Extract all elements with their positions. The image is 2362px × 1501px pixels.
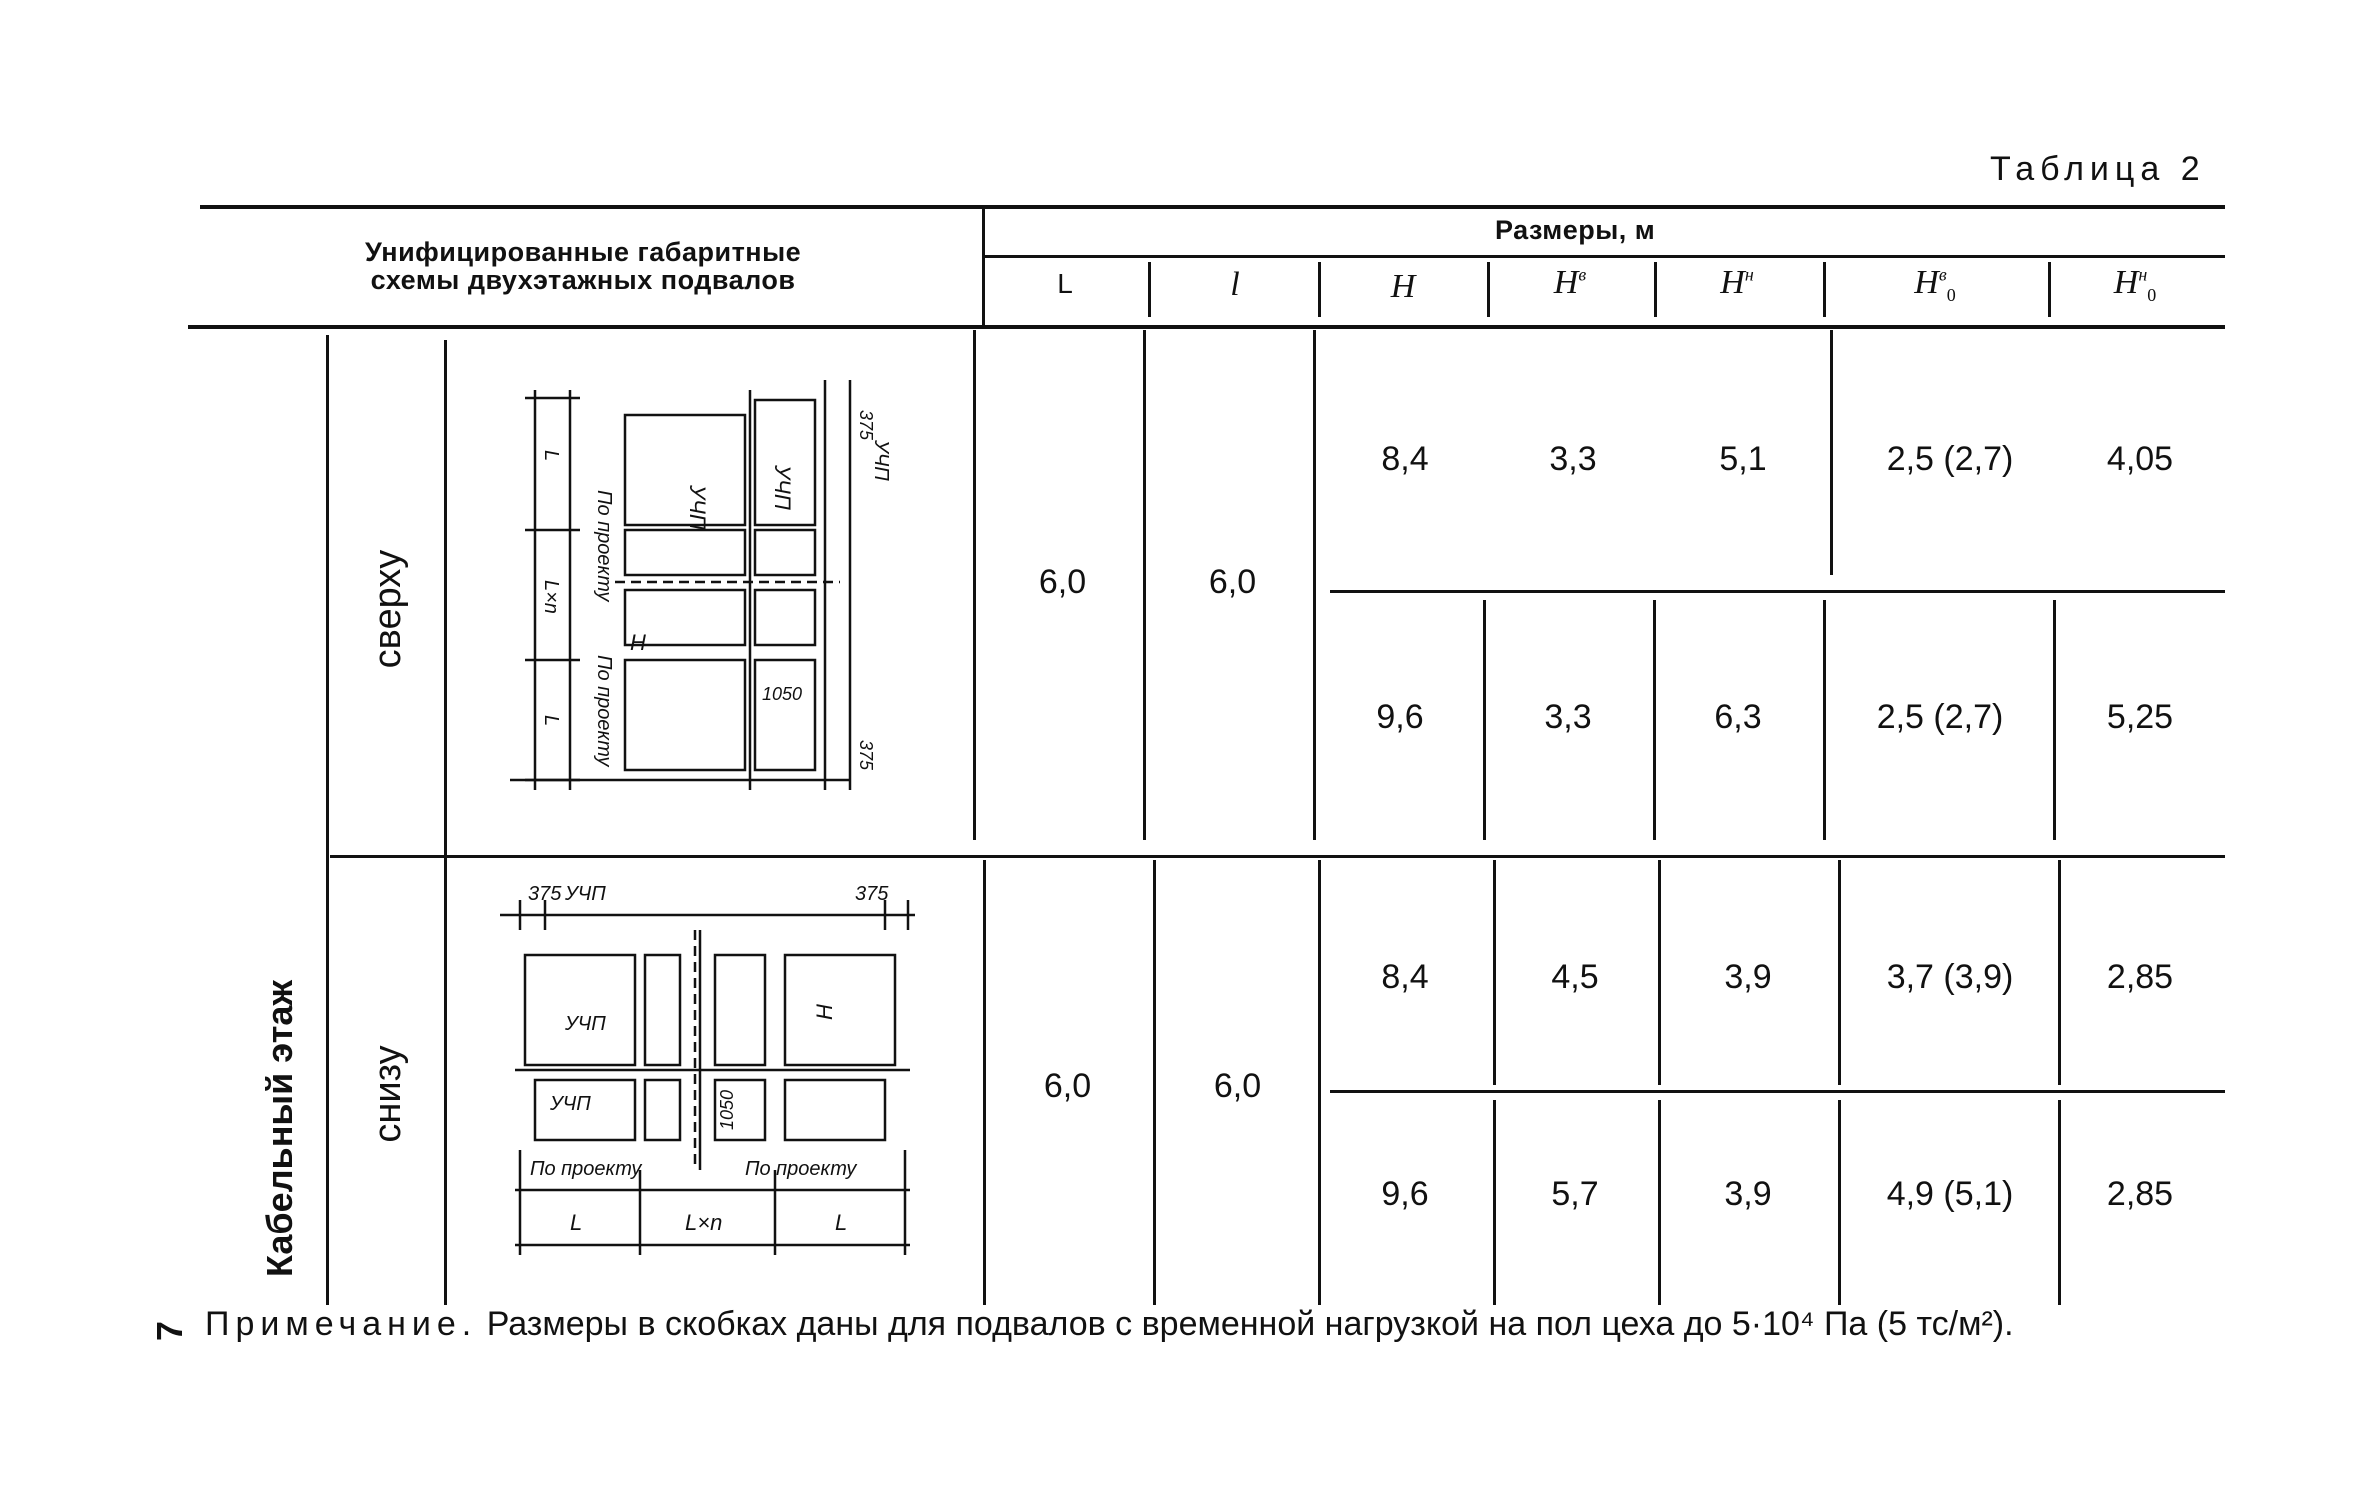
body-left-rule-2 [444,340,447,1305]
body-col-rule [1658,860,1661,1085]
cell-l: 6,0 [1208,563,1257,601]
sketch-label-Ln: L×n [685,1210,723,1235]
sketch-label-375: 375 [856,740,876,771]
body-col-rule [1493,1100,1496,1305]
body-col-rule [973,330,976,840]
body-col-rule [1658,1100,1661,1305]
header-col-separator [1654,262,1657,317]
header-top-rule [200,205,2225,209]
body-col-rule [2053,600,2056,840]
col-header-Hv0: $H^в_0$ [1914,264,1956,305]
sketch-label-375: 375 [855,883,889,905]
cell-Hn0: 5,25 [2106,698,2174,736]
schemes-title [365,238,801,294]
cell-H: 9,6 [1376,698,1424,736]
cell-Hv: 5,7 [1551,1175,1599,1213]
sketch-label-po-proektu: По проекту [593,655,615,767]
cell-L: 6,0 [1038,563,1087,601]
cell-H: 8,4 [1381,958,1429,996]
sketch-label-L: L [540,450,562,462]
header-col-separator [982,208,985,328]
header-col-separator [1148,262,1151,317]
sketch-label-1050: 1050 [717,1089,737,1130]
header-col-separator [1487,262,1490,317]
body-col-rule [1823,600,1826,840]
sketch-label-po-proektu: По проекту [593,490,615,602]
table-label: Таблица 2 [1990,150,2206,188]
sketch-label-uchp: УЧП [685,485,710,530]
sketch-label-L: L [540,715,562,727]
sketch-label-H: H [812,1004,837,1020]
row-divider-rule [1330,590,2225,593]
schemes-title-line2: схемы двухэтажных подвалов [370,265,796,295]
row-divider-rule [1330,1090,2225,1093]
cell-Hn: 6,3 [1714,698,1762,736]
header-bottom-rule [188,325,2225,329]
note [205,1305,2014,1344]
sizes-title: Размеры, м [1495,215,1656,245]
cell-Hn0: 2,85 [2106,958,2174,996]
sizes-subheader-rule [985,255,2225,258]
schemes-title-line1: Унифицированные габаритные [365,237,802,267]
sketch-label-uchp: УЧП [770,465,795,510]
body-col-rule [1143,330,1146,840]
sketch-label-uchp: УЧП [550,1093,591,1115]
header-col-separator [2048,262,2051,317]
note-text: Размеры в скобках даны для подвалов с временной нагрузкой на пол цеха до 5·10⁴ Па (5 тс/м²). [486,1305,2014,1343]
cell-Hv: 4,5 [1551,958,1599,996]
body-col-rule [1153,860,1156,1305]
page-number: 7 [149,1320,191,1342]
group-divider-rule [330,855,2225,858]
sketch-label-uchp: УЧП [565,883,606,905]
cell-Hn0: 4,05 [2106,440,2174,478]
col-header-Hn0: $H^н_0$ [2113,264,2157,305]
sketch-label-375: 375 [856,410,876,441]
body-col-rule [1493,860,1496,1085]
body-col-rule [1313,330,1316,840]
cell-Hn: 5,1 [1719,440,1767,478]
sketch-label-L: L [570,1210,583,1235]
sketch-label-375: 375 [528,883,562,905]
cell-Hn: 3,9 [1724,958,1772,996]
scheme-lower-sketch [490,870,940,1260]
cell-Hv: 3,3 [1544,698,1592,736]
note-head: Примечание. [205,1305,478,1343]
sketch-label-uchp: УЧП [870,440,892,481]
group-label-top: сверху [367,549,409,669]
col-header-L: L [1057,268,1073,299]
sketch-label-L: L [835,1210,848,1235]
group-label-bottom: снизу [367,1045,409,1143]
header-col-separator [1823,262,1826,317]
cell-Hv0: 2,5 (2,7) [1876,698,2004,736]
cell-H: 9,6 [1381,1175,1429,1213]
cell-l: 6,0 [1213,1067,1262,1105]
cell-Hv: 3,3 [1549,440,1597,478]
row-group-label: Кабельный этаж [259,980,300,1277]
header-col-separator [1318,262,1321,317]
body-left-rule [326,335,329,1305]
body-col-rule [1483,600,1486,840]
body-col-rule [1653,600,1656,840]
sketch-label-uchp: УЧП [565,1013,606,1035]
scheme-upper-sketch [500,370,920,800]
cell-Hn0: 2,85 [2106,1175,2174,1213]
cell-Hn: 3,9 [1724,1175,1772,1213]
sketch-label-po-proektu: По проекту [745,1158,857,1180]
body-col-rule [1318,860,1321,1305]
cell-Hv0: 4,9 (5,1) [1886,1175,2014,1213]
cell-L: 6,0 [1043,1067,1092,1105]
col-header-H: H [1390,268,1416,305]
col-header-l: l [1230,266,1240,303]
body-col-rule [983,860,986,1305]
sketch-label-Ln: L×n [540,580,562,614]
cell-Hv0: 2,5 (2,7) [1886,440,2014,478]
col-header-Hn: $H^н$ [1720,264,1754,301]
sketch-label-H: H [630,630,646,655]
cell-Hv0: 3,7 (3,9) [1886,958,2014,996]
sketch-label-1050: 1050 [762,684,803,704]
col-header-Hv: $H^в$ [1553,264,1587,301]
body-col-rule [1830,330,1833,575]
sketch-label-po-proektu: По проекту [530,1158,642,1180]
cell-H: 8,4 [1381,440,1429,478]
